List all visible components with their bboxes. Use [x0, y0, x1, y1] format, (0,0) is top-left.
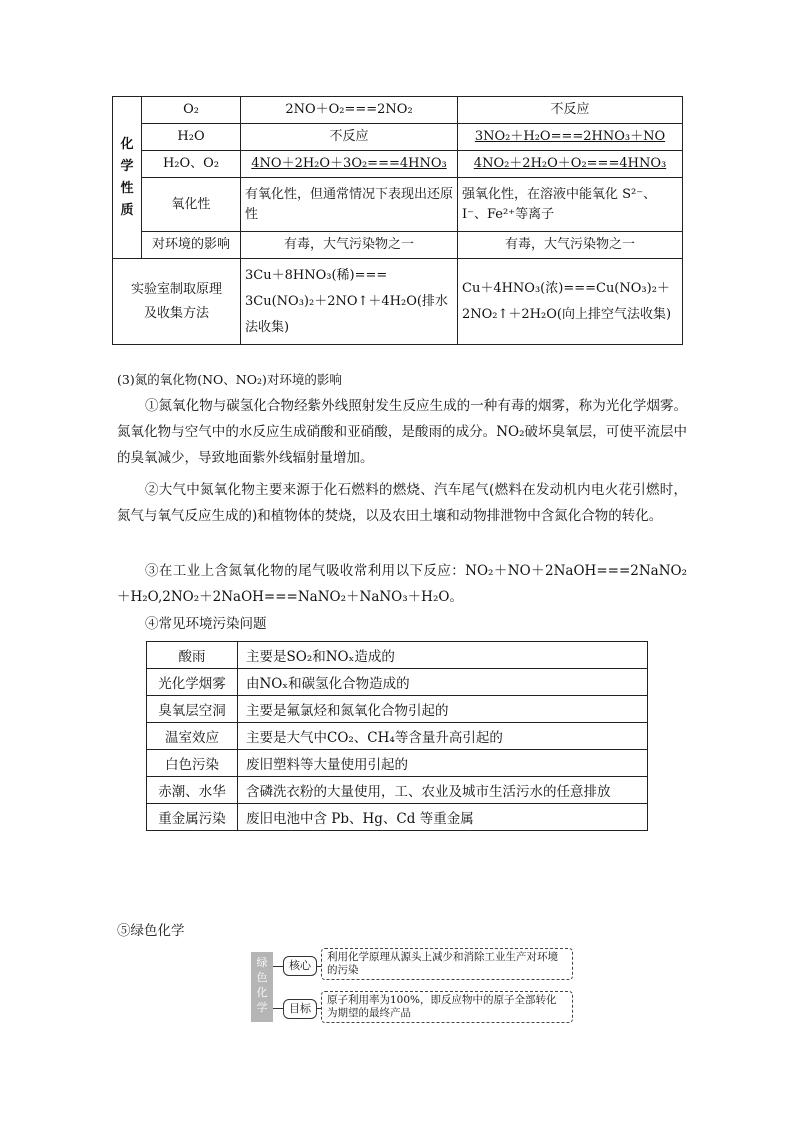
pollution-desc: 由NOₓ和碳氢化合物造成的	[238, 669, 648, 696]
pollution-name: 重金属污染	[147, 804, 238, 831]
table-row	[147, 804, 648, 831]
paragraph: ③在工业上含氮氧化物的尾气吸收常利用以下反应：NO₂＋NO＋2NaOH===2NaNO₂＋H₂O,2NO₂＋2NaOH===NaNO₂＋NaNO₃＋H₂O。	[117, 563, 687, 605]
reagent-cell: H₂O	[142, 124, 241, 151]
goal-description: 原子利用率为100%，即反应物中的原子全部转化为期望的最终产品	[321, 991, 573, 1023]
no-cell: 4NO＋2H₂O＋3O₂===4HNO₃	[241, 151, 458, 178]
pollution-desc: 主要是大气中CO₂、CH₄等含量升高引起的	[238, 723, 648, 750]
no2-cell: 4NO₂＋2H₂O＋O₂===4HNO₃	[458, 151, 683, 178]
reagent-cell: 对环境的影响	[142, 232, 241, 259]
connector-line	[273, 1008, 283, 1009]
paragraph: ④常见环境污染问题	[145, 616, 267, 632]
nitrogen-oxides-table	[112, 96, 683, 345]
goal-node: 目标	[283, 999, 317, 1019]
no2-cell: Cu＋4HNO₃(浓)===Cu(NO₃)₂＋2NO₂↑＋2H₂O(向上排空气法收集)	[458, 259, 683, 345]
table-row	[147, 669, 648, 696]
pollution-name: 温室效应	[147, 723, 238, 750]
table-row	[147, 750, 648, 777]
connector-line	[273, 966, 283, 967]
no2-cell: 不反应	[458, 97, 683, 124]
no-cell: 有氧化性，但通常情况下表现出还原性	[241, 178, 458, 232]
reagent-cell: O₂	[142, 97, 241, 124]
core-node: 核心	[283, 956, 317, 976]
section-heading: (3)氮的氧化物(NO、NO₂)对环境的影响	[117, 372, 342, 387]
paragraph: ①氮氧化物与碳氢化合物经紫外线照射发生反应生成的一种有毒的烟雾，称为光化学烟雾。氮氧化物与空气中的水反应生成硝酸和亚硝酸，是酸雨的成分。NO₂破坏臭氧层，可使平流层中的臭氧减少，导致地面紫外线辐射量增加。	[117, 398, 687, 466]
no-cell: 3Cu＋8HNO₃(稀)=== 3Cu(NO₃)₂＋2NO↑＋4H₂O(排水法收集)	[241, 259, 458, 345]
green-chemistry-side-label: 绿色化学	[251, 952, 273, 1022]
pollution-name: 光化学烟雾	[147, 669, 238, 696]
pollution-name: 白色污染	[147, 750, 238, 777]
table-row	[147, 777, 648, 804]
pollution-name: 臭氧层空洞	[147, 696, 238, 723]
reagent-cell: H₂O、O₂	[142, 151, 241, 178]
pollution-name: 赤潮、水华	[147, 777, 238, 804]
pollution-name: 酸雨	[147, 642, 238, 669]
no-cell: 有毒，大气污染物之一	[241, 232, 458, 259]
core-description: 利用化学原理从源头上减少和消除工业生产对环境的污染	[321, 948, 573, 980]
reagent-cell: 实验室制取原理及收集方法	[113, 259, 241, 345]
no-cell: 不反应	[241, 124, 458, 151]
chemical-properties-label: 化学性质	[113, 97, 142, 259]
pollution-desc: 废旧电池中含 Pb、Hg、Cd 等重金属	[238, 804, 648, 831]
no2-cell: 强氧化性，在溶液中能氧化 S²⁻、I⁻、Fe²⁺等离子	[458, 178, 683, 232]
table-row	[147, 723, 648, 750]
reagent-cell: 氧化性	[142, 178, 241, 232]
paragraph: ②大气中氮氧化物主要来源于化石燃料的燃烧、汽车尾气(燃料在发动机内电火花引燃时，氮气与氧气反应生成的)和植物体的焚烧，以及农田土壤和动物排泄物中含氮化合物的转化。	[117, 482, 688, 524]
no2-cell: 3NO₂＋H₂O===2HNO₃＋NO	[458, 124, 683, 151]
pollution-desc: 主要是SO₂和NOₓ造成的	[238, 642, 648, 669]
green-chemistry-heading: ⑤绿色化学	[117, 923, 185, 939]
pollution-table	[146, 641, 648, 831]
table-row	[147, 642, 648, 669]
table-row	[147, 696, 648, 723]
pollution-desc: 含磷洗衣粉的大量使用，工、农业及城市生活污水的任意排放	[238, 777, 648, 804]
green-chemistry-diagram	[251, 948, 581, 1022]
pollution-desc: 主要是氟氯烃和氮氧化合物引起的	[238, 696, 648, 723]
pollution-desc: 废旧塑料等大量使用引起的	[238, 750, 648, 777]
no-cell: 2NO＋O₂===2NO₂	[241, 97, 458, 124]
no2-cell: 有毒，大气污染物之一	[458, 232, 683, 259]
